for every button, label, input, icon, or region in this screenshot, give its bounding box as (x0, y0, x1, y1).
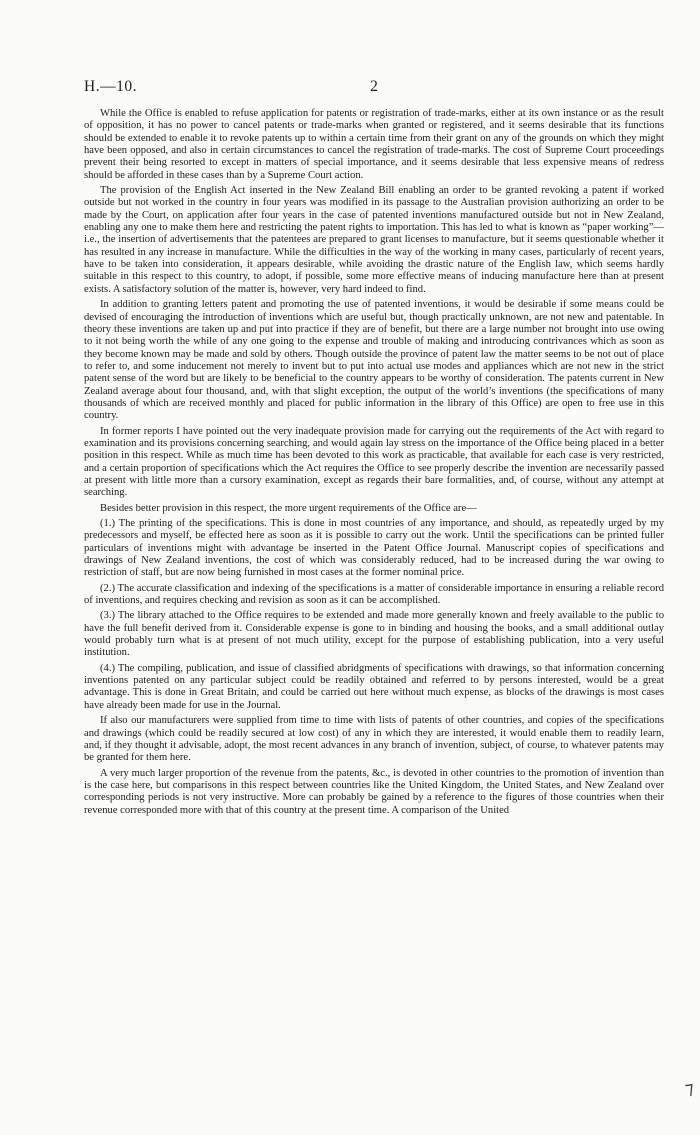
list-item-abridgments: (4.) The compiling, publication, and issue of classified abridgments of specifications with drawings, so that information concerning inventions patented on any particular subject could be readily obtained and referred to by persons interested, would be a great advantage. This is done in Great Britain, and could be carried out here without much expense, as blocks of the drawings is most cases have already been made for use in the Journal. (84, 662, 664, 711)
page-number: 2 (370, 78, 378, 95)
margin-mark: ⁊ (683, 1077, 696, 1099)
paragraph-office-powers: While the Office is enabled to refuse application for patents or registration of trade-marks, either at its own instance or as the result of opposition, it has no power to cancel patents or trade-marks when granted or registered, and it seems desirable that its functions should be extended to enable it to revoke patents up to within a certain time from their grant on any of the grounds on which they might have been opposed, and also in certain circumstances to cancel the registration of trade-marks. The cost of Supreme Court proceedings prevent their being resorted to except in matters of special importance, and it seems desirable that less expensive means of redress should be afforded in these cases than by a Supreme Court action. (84, 108, 664, 181)
list-item-library: (3.) The library attached to the Office requires to be extended and made more generally known and freely available to the public to have the full benefit derived from it. Considerable expense is gone to in binding and housing the books, and a small additional outlay would probably turn what is at present of not much utility, except for the purpose of establishing publication, into a very useful institution. (84, 610, 664, 659)
list-item-classification: (2.) The accurate classification and indexing of the specifications is a matter of considerable importance in ensuring a reliable record of inventions, and requires checking and revision as soon as it can be accomplished. (84, 582, 664, 607)
list-item-printing: (1.) The printing of the specifications. This is done in most countries of any importance, and should, as repeatedly urged by my predecessors and myself, be effected here as soon as it is possible to carry out the work. Until the specifications can be printed fuller particulars of inventions might with advantage be inserted in the Patent Office Journal. Manuscript copies of specifications and drawings of New Zealand inventions, the cost of which was considerably reduced, had to be increased during the war owing to restriction of staff, but are now being furnished in most cases at the former nominal price. (84, 518, 664, 579)
paragraph-english-act-provision: The provision of the English Act inserted in the New Zealand Bill enabling an order to be granted revoking a patent if worked outside but not worked in the country in four years was modified in its passage to the Australian provision authorizing an order to be made by the Court, on application after four years in the case of patented inventions manufactured outside but not in New Zealand, enabling any one to make them here and restricting the patent rights to importation. This has led to what is known as “paper working”— i.e., the insertion of advertisements that the patentees are prepared to grant licenses to manufacture, but it seems questionable whether it has resulted in any increase in manufacture. While the difficulties in the way of the working in many cases, particularly of recent years, have to be taken into consideration, it appears desirable, while avoiding the drastic nature of the English law, which seems hardly suitable in this respect to this country, to adopt, if possible, some more effective means of inducing manufacture here than at present exists. A satisfactory solution of the matter is, however, very hard indeed to find. (84, 185, 664, 295)
paragraph-manufacturers-lists: If also our manufacturers were supplied from time to time with lists of patents of other countries, and copies of the specifications and drawings (which could be readily secured at low cost) of any in which they are interested, it would enable them to readily learn, and, if they thought it advisable, adopt, the most recent advances in any branch of invention, subject, of course, to whatever patents may be granted for them here. (84, 715, 664, 764)
paragraph-former-reports: In former reports I have pointed out the very inadequate provision made for carrying out the requirements of the Act with regard to examination and its provisions concerning searching, and would again lay stress on the importance of the Office being placed in a better position in this respect. While as much time has been devoted to this work as practicable, that available for each case is very restricted, and a certain proportion of specifications which the Act requires the Office to see properly describe the invention are necessarily passed at present with little more than a cursory examination, except as regards their bare formalities, and, of course, without any attempt at searching. (84, 425, 664, 499)
paragraph-introduction-of-inventions: In addition to granting letters patent and promoting the use of patented inventions, it would be desirable if some means could be devised of encouraging the introduction of inventions which are useful but, though practically unknown, are not new and patentable. In theory these inventions are taken up and put into practice if they are of benefit, but there are a large number not brought into use owing to it not being worth the while of any one going to the expense and trouble of making and introducing contrivances which as soon as they become known may be made and sold by others. Though outside the province of patent law the matter seems to be not out of place to refer to, and some inducement not merely to invent but to put into actual use modes and appliances which are not new in the strict patent sense of the word but are likely to be beneficial to the country appears to be worthy of consideration. The patents current in New Zealand average about four thousand, and, with that slight exception, the output of the world’s inventions (the specifications of many thousands of which are received monthly and placed for public information in the library of this Office) are open to free use in this country. (84, 299, 664, 422)
document-page (84, 78, 664, 820)
paragraph-urgent-requirements: Besides better provision in this respect, the more urgent requirements of the Office are— (100, 502, 477, 514)
document-reference: H.—10. (84, 78, 137, 95)
paragraph-revenue-comparison: A very much larger proportion of the revenue from the patents, &c., is devoted in other countries to the promotion of invention than is the case here, but comparisons in this respect between countries like the United Kingdom, the United States, and New Zealand over corresponding periods is not very instructive. More can probably be gained by a reference to the figures of those countries when their revenue corresponded more with that of this country at the present time. A comparison of the United (84, 767, 664, 816)
page-header (84, 78, 664, 100)
